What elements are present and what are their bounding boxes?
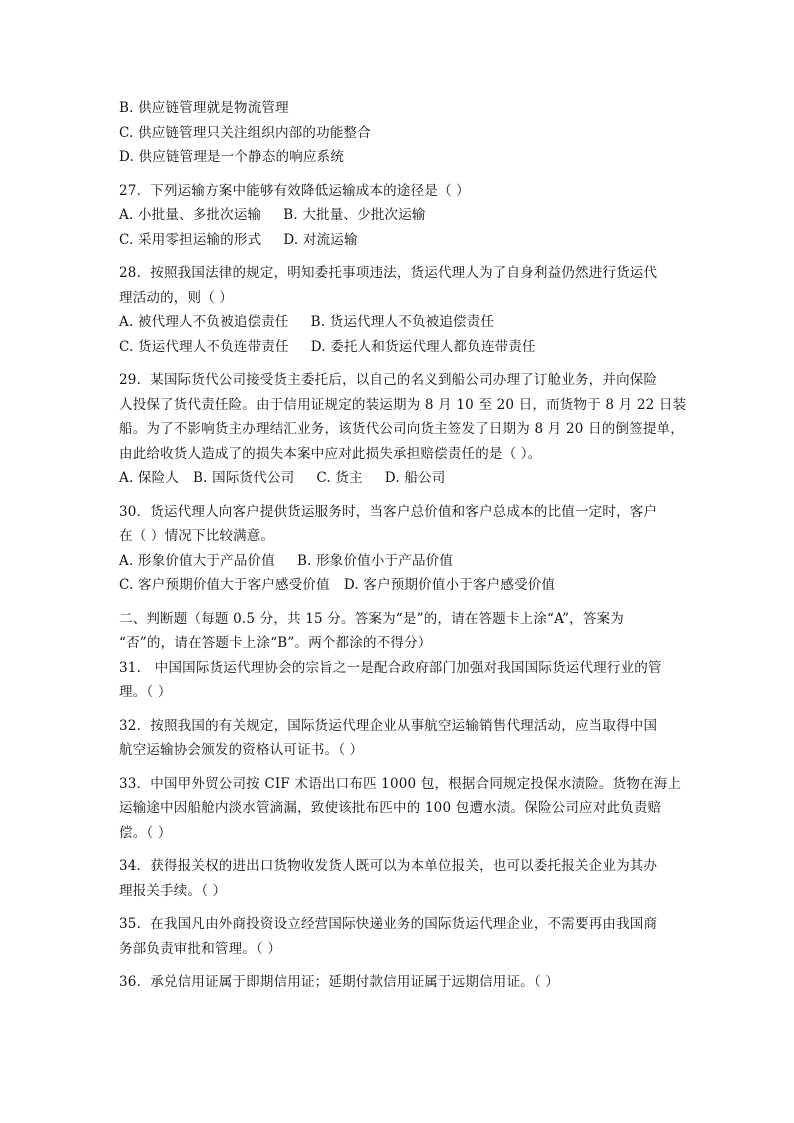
option-d: D. 客户预期价值小于客户感受价值 [343,577,556,593]
option-d: D. 供应链管理是一个静态的响应系统 [119,149,345,165]
option-c: C. 货运代理人不负连带责任 [119,338,289,355]
question-stem-continued: 航空运输协会颁发的资格认可证书。（ ） [119,742,364,758]
option-d: D. 委托人和货运代理人都负连带责任 [310,338,536,355]
question-stem: 36．承兑信用证属于即期信用证；延期付款信用证属于远期信用证。（ ） [119,974,560,990]
option-a: A. 形象价值大于产品价值 [119,552,275,569]
question-stem-continued: 理。（ ） [119,684,172,700]
question-stem-continued: 由此给收货人造成了的损失本案中应对此损失承担赔偿责任的是（ ）。 [119,445,542,462]
question-stem-continued: 务部负责审批和管理。（ ） [119,940,282,957]
options-row-ab [119,203,689,228]
options-row-cd [119,335,689,360]
question-31 [119,656,689,705]
options-row-cd [119,228,689,253]
question-28 [119,261,689,359]
question-stem-continued: 运输途中因船舱内淡水管滴漏，致使该批布匹中的 100 包遭水渍。保险公司应对此负责赔 [119,800,662,816]
option-a: A. 保险人 [119,470,180,486]
question-stem: 32．按照我国的有关规定，国际货运代理企业从事航空运输销售代理活动，应当取得中国 [119,717,658,734]
option-d: D. 对流运输 [283,231,358,248]
options-row-ab [119,310,689,335]
option-c: C. 客户预期价值大于客户感受价值 [119,577,330,593]
options-row-ab [119,549,689,574]
question-stem: 35．在我国凡由外商投资设立经营国际快递业务的国际货运代理企业，不需要再由我国商 [119,916,658,932]
question-33 [119,772,689,846]
question-32 [119,714,689,763]
question-35 [119,912,689,961]
option-a: A. 小批量、多批次运输 [119,207,262,223]
question-34 [119,854,689,903]
section-instructions-continued: “否”的，请在答题卡上涂“B”。两个都涂的不得分） [119,635,432,651]
question-36 [119,970,689,995]
question-stem-continued: 偿。（ ） [119,824,172,841]
option-b: B. 大批量、少批次运输 [283,207,426,223]
question-stem: 30．货运代理人向客户提供货运服务时，当客户总价值和客户总成本的比值一定时，客户 [119,503,658,520]
option-b: B. 货运代理人不负被追偿责任 [310,314,495,330]
option-c: C. 供应链管理只关注组织内部的功能整合 [119,124,371,141]
question-stem: 28．按照我国法律的规定，明知委托事项违法，货运代理人为了自身利益仍然进行货运代 [119,265,658,281]
option-c: C. 货主 [316,470,363,486]
question-30 [119,500,689,598]
question-stem-continued: 人投保了货代责任险。由于信用证规定的装运期为 8 月 10 至 20 日，而货物于 8 月 22 日装 [119,396,687,413]
options-row [119,466,689,491]
option-b: B. 国际货代公司 [193,470,295,486]
question-stem-continued: 在（ ）情况下比较满意。 [119,528,275,544]
previous-question-options [119,96,689,170]
question-stem: 27．下列运输方案中能够有效降低运输成本的途径是（ ） [119,182,470,199]
question-stem: 33．中国甲外贸公司按 CIF 术语出口布匹 1000 包，根据合同规定投保水渍险。货物在海上 [119,775,682,792]
option-b: B. 形象价值小于产品价值 [296,552,454,569]
question-stem-continued: 理活动的，则（ ） [119,289,234,306]
section-2-heading [119,607,689,656]
question-stem: 34．获得报关权的进出口货物收发货人既可以为本单位报关，也可以委托报关企业为其办 [119,858,658,874]
question-stem-continued: 理报关手续。（ ） [119,882,227,899]
question-stem-continued: 船。为了不影响货主办理结汇业务，该货代公司向货主签发了日期为 8 月 20 日的倒签提单， [119,421,684,437]
question-stem: 31． 中国国际货运代理协会的宗旨之一是配合政府部门加强对我国国际货运代理行业的管 [119,659,662,676]
section-instructions: 二、判断题（每题 0.5 分，共 15 分。答案为“是”的，请在答题卡上涂“A”，答案为 [119,610,624,627]
options-row-cd [119,573,689,598]
option-a: A. 被代理人不负被追偿责任 [119,314,289,330]
question-stem: 29．某国际货代公司接受货主委托后，以自己的名义到船公司办理了订舱业务，并向保险 [119,372,658,388]
question-27 [119,179,689,253]
document-page [119,96,689,995]
option-d: D. 船公司 [384,470,446,486]
option-c: C. 采用零担运输的形式 [119,231,262,248]
question-29 [119,368,689,491]
option-b: B. 供应链管理就是物流管理 [119,100,289,116]
